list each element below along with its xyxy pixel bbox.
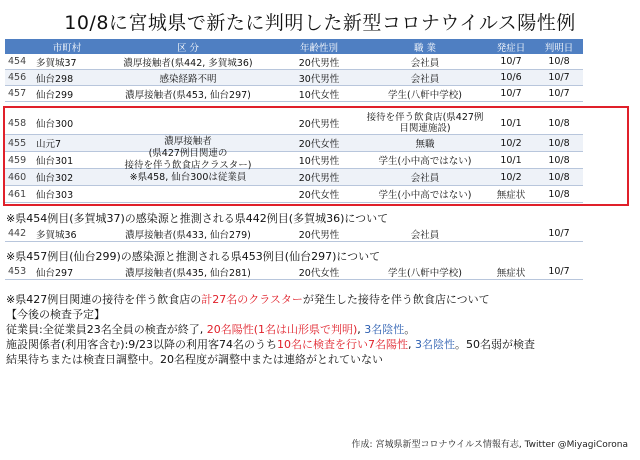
municipality-cell: 仙台303 <box>33 186 101 203</box>
category-cell: 濃厚接触者(県435, 仙台281) <box>101 264 275 280</box>
onset-date-cell: 10/2 <box>487 169 535 186</box>
age-sex-cell: 20代女性 <box>275 135 363 152</box>
municipality-cell: 多賀城36 <box>33 226 101 242</box>
credit-line: 作成: 宮城県新型コロナウイルス情報有志, Twitter @MiyagiCorona <box>351 440 628 450</box>
occupation-cell: 無職 <box>363 135 487 152</box>
onset-date-cell: 10/1 <box>487 152 535 169</box>
onset-date-cell <box>487 226 535 242</box>
cluster-count-highlight: 計27名のクラスター <box>201 293 303 306</box>
age-sex-cell: 10代男性 <box>275 152 363 169</box>
age-sex-cell: 30代男性 <box>275 70 363 86</box>
page-title: 10/8に宮城県で新たに判明した新型コロナウイルス陽性例 <box>64 12 576 34</box>
onset-date-cell: 10/6 <box>487 70 535 86</box>
age-sex-cell: 20代女性 <box>275 186 363 203</box>
header-cell: 年齢性別 <box>275 39 363 54</box>
section-note-442: ※県454例目(多賀城37)の感染源と推測される県442例目(多賀城36)について <box>6 212 389 225</box>
case-number-cell: 456 <box>5 70 33 86</box>
table-row <box>5 264 583 280</box>
confirmed-date-cell: 10/8 <box>535 186 583 203</box>
municipality-cell: 山元7 <box>33 135 101 152</box>
summary-text: 。 <box>404 323 416 336</box>
municipality-cell: 仙台301 <box>33 152 101 169</box>
onset-date-cell: 無症状 <box>487 186 535 203</box>
summary-text: 施設関係者(利用客含む):9/23以降の利用客74名のうち <box>6 338 277 351</box>
municipality-cell: 多賀城37 <box>33 54 101 70</box>
header-cell: 発症日 <box>487 39 535 54</box>
confirmed-date-cell: 10/8 <box>535 135 583 152</box>
age-sex-cell: 20代男性 <box>275 169 363 186</box>
municipality-cell: 仙台298 <box>33 70 101 86</box>
header-cell: 職 業 <box>363 39 487 54</box>
age-sex-cell: 20代男性 <box>275 226 363 242</box>
occupation-cell: 会社員 <box>363 169 487 186</box>
table-row <box>5 70 583 86</box>
confirmed-date-cell: 10/7 <box>535 226 583 242</box>
case-number-cell: 454 <box>5 54 33 70</box>
header-cell <box>5 39 33 54</box>
case-442-table <box>5 226 583 242</box>
municipality-cell: 仙台299 <box>33 86 101 102</box>
cluster-summary <box>6 292 634 367</box>
case-number-cell: 458 <box>5 112 33 135</box>
case-number-cell: 453 <box>5 264 33 280</box>
staff-negative-highlight: 3名陰性 <box>364 323 405 336</box>
summary-line-1 <box>6 292 634 307</box>
cluster-note-line: 接待を伴う飲食店クラスター) <box>124 160 252 171</box>
cluster-note-line: (県427例目関連の <box>148 148 228 159</box>
staff-positive-highlight: 20名陽性(1名は山形県で判明) <box>206 323 358 336</box>
table-row <box>5 86 583 102</box>
summary-text: が発生した接待を伴う飲食店について <box>302 293 490 306</box>
summary-line-5: 結果待ちまたは検査日調整中。20名程度が調整中または連絡がとれていない <box>6 353 383 366</box>
case-number-cell: 460 <box>5 169 33 186</box>
category-cell: 濃厚接触者(県433, 仙台279) <box>101 226 275 242</box>
table-row <box>5 226 583 242</box>
header-cell: 区 分 <box>101 39 275 54</box>
case-number-cell: 459 <box>5 152 33 169</box>
case-number-cell: 461 <box>5 186 33 203</box>
case-number-cell: 457 <box>5 86 33 102</box>
summary-text: 従業員:全従業員23名全員の検査が終了, <box>6 323 204 336</box>
occupation-cell: 接待を伴う飲食店(県427例目関連施設) <box>363 112 487 135</box>
table-row <box>5 54 583 70</box>
confirmed-date-cell: 10/7 <box>535 264 583 280</box>
section-note-453: ※県457例目(仙台299)の感染源と推測される県453例目(仙台297)について <box>6 250 381 263</box>
occupation-cell: 学生(小中高ではない) <box>363 152 487 169</box>
age-sex-cell: 20代男性 <box>275 54 363 70</box>
municipality-cell: 仙台300 <box>33 112 101 135</box>
summary-text: , <box>408 338 412 351</box>
case-number-cell: 442 <box>5 226 33 242</box>
onset-date-cell: 10/7 <box>487 54 535 70</box>
municipality-cell: 仙台297 <box>33 264 101 280</box>
confirmed-date-cell: 10/8 <box>535 169 583 186</box>
confirmed-date-cell: 10/8 <box>535 54 583 70</box>
summary-text: ※県427例目関連の接待を伴う飲食店の <box>6 293 202 306</box>
age-sex-cell: 20代男性 <box>275 112 363 135</box>
confirmed-date-cell: 10/7 <box>535 86 583 102</box>
occupation-cell: 学生(八軒中学校) <box>363 264 487 280</box>
age-sex-cell: 20代女性 <box>275 264 363 280</box>
occupation-cell: 会社員 <box>363 54 487 70</box>
confirmed-date-cell: 10/7 <box>535 70 583 86</box>
category-cell: 濃厚接触者(県442, 多賀城36) <box>101 54 275 70</box>
header-cell: 市町村 <box>33 39 101 54</box>
cluster-note-line: 濃厚接触者 <box>164 136 212 147</box>
onset-date-cell: 10/7 <box>487 86 535 102</box>
category-cell: 感染経路不明 <box>101 70 275 86</box>
case-453-table <box>5 264 583 280</box>
summary-text: , <box>357 323 361 336</box>
onset-date-cell: 10/2 <box>487 135 535 152</box>
municipality-cell: 仙台302 <box>33 169 101 186</box>
confirmed-date-cell: 10/8 <box>535 112 583 135</box>
onset-date-cell: 無症状 <box>487 264 535 280</box>
age-sex-cell: 10代女性 <box>275 86 363 102</box>
category-cell: 濃厚接触者(県453, 仙台297) <box>101 86 275 102</box>
cluster-note-line: ※県458, 仙台300は従業員 <box>129 172 247 183</box>
summary-line-2: 【今後の検査予定】 <box>6 308 105 321</box>
occupation-cell: 学生(八軒中学校) <box>363 86 487 102</box>
occupation-cell: 会社員 <box>363 70 487 86</box>
table-header-row <box>5 39 583 54</box>
cluster-highlight-box <box>3 106 629 206</box>
summary-line-4 <box>6 337 634 352</box>
summary-line-3 <box>6 322 634 337</box>
header-cell: 判明日 <box>535 39 583 54</box>
onset-date-cell: 10/1 <box>487 112 535 135</box>
customer-positive-highlight: 10名に検査を行い7名陽性 <box>277 338 408 351</box>
occupation-cell: 学生(小中高ではない) <box>363 186 487 203</box>
confirmed-date-cell: 10/8 <box>535 152 583 169</box>
cases-table-main <box>5 39 583 102</box>
customer-negative-highlight: 3名陰性 <box>415 338 455 351</box>
summary-text: 。50名弱が検査 <box>455 338 535 351</box>
occupation-cell: 会社員 <box>363 226 487 242</box>
case-number-cell: 455 <box>5 135 33 152</box>
